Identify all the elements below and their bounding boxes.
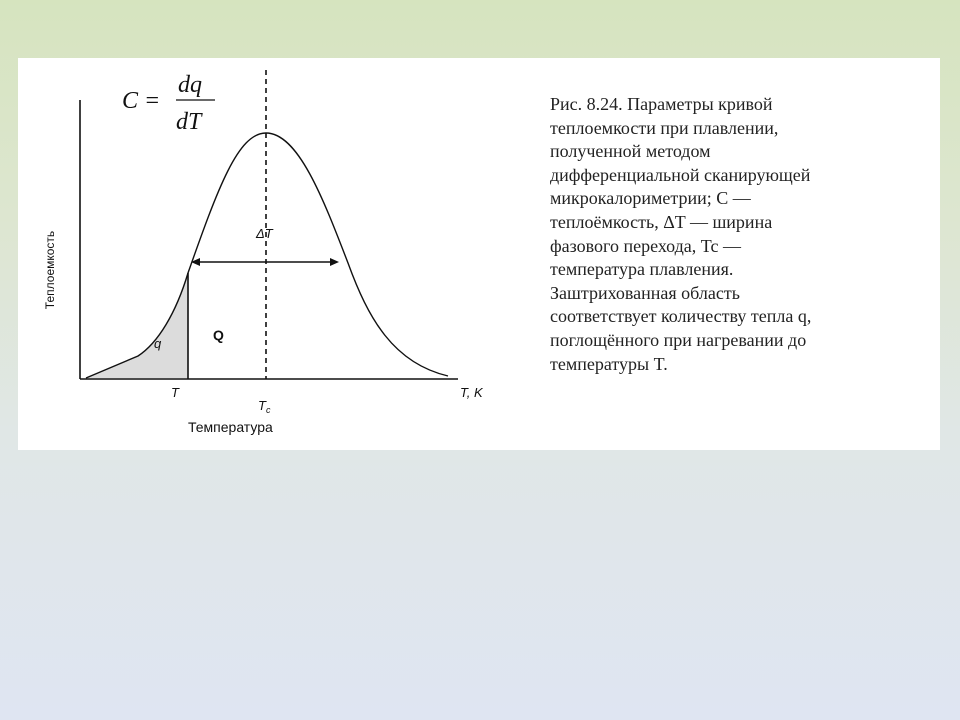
Q-label: Q: [213, 327, 224, 343]
caption-line: микрокалориметрии; C —: [550, 188, 751, 209]
caption-line: теплоемкости при плавлении,: [550, 117, 779, 138]
heat-capacity-diagram: [18, 58, 538, 450]
shaded-area-q: [86, 273, 188, 378]
caption-line: Рис. 8.24. Параметры кривой: [550, 94, 773, 114]
caption-line: поглощённого при нагревании до: [550, 329, 807, 350]
arrow-head-right: [330, 258, 339, 266]
caption-line: соответствует количеству тепла q,: [550, 306, 812, 327]
formula-denominator: dT: [176, 109, 202, 135]
q-label: q: [154, 336, 162, 351]
x-axis-label: Температура: [188, 419, 273, 435]
figure-panel: [18, 58, 940, 450]
caption-line: температуры T.: [550, 353, 668, 374]
tc-tick-label: $T_c$: [258, 398, 271, 415]
x-end-label: T, K: [460, 385, 483, 400]
caption-line: теплоёмкость, ΔT — ширина: [550, 211, 773, 232]
formula-numerator: dq: [178, 72, 202, 98]
delta-t-label: ΔT: [256, 226, 273, 241]
caption-line: температура плавления.: [550, 259, 734, 280]
caption-line: фазового перехода, Tc —: [550, 235, 742, 256]
heat-capacity-curve: [86, 133, 448, 378]
formula-lhs: C =: [122, 88, 161, 114]
caption-line: полученной методом: [550, 141, 711, 162]
caption-line: дифференциальной сканирующей: [550, 164, 811, 185]
figure-caption: [550, 93, 910, 376]
y-axis-label: Теплоемкость: [43, 230, 57, 310]
caption-line: Заштрихованная область: [550, 282, 740, 303]
t-tick-label: T: [171, 385, 179, 400]
